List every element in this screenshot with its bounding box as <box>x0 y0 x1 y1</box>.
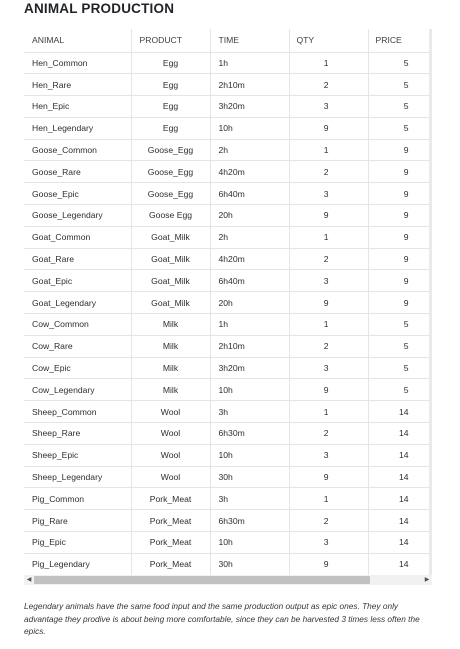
cell-animal: Pig_Epic <box>24 532 131 554</box>
cell-qty: 2 <box>289 423 368 445</box>
cell-price: 5 <box>368 335 432 357</box>
table-row <box>24 466 432 488</box>
table-row <box>24 52 432 74</box>
table-row <box>24 488 432 510</box>
table-row <box>24 357 432 379</box>
cell-animal: Goat_Rare <box>24 248 131 270</box>
table-row <box>24 74 432 96</box>
cell-animal: Goose_Epic <box>24 183 131 205</box>
cell-animal: Goose_Legendary <box>24 205 131 227</box>
cell-animal: Cow_Common <box>24 314 131 336</box>
cell-animal: Cow_Legendary <box>24 379 131 401</box>
cell-price: 9 <box>368 161 432 183</box>
cell-qty: 2 <box>289 335 368 357</box>
cell-price: 14 <box>368 488 432 510</box>
cell-price: 9 <box>368 183 432 205</box>
cell-product: Goat_Milk <box>131 292 210 314</box>
cell-time: 3h <box>210 401 289 423</box>
cell-time: 3h20m <box>210 357 289 379</box>
table-row <box>24 444 432 466</box>
table-row <box>24 226 432 248</box>
table-body <box>24 52 432 575</box>
cell-animal: Sheep_Epic <box>24 444 131 466</box>
table-row <box>24 335 432 357</box>
cell-animal: Hen_Legendary <box>24 117 131 139</box>
cell-product: Pork_Meat <box>131 488 210 510</box>
cell-qty: 1 <box>289 314 368 336</box>
cell-product: Goat_Milk <box>131 226 210 248</box>
cell-qty: 3 <box>289 96 368 118</box>
cell-price: 14 <box>368 466 432 488</box>
cell-time: 10h <box>210 379 289 401</box>
table-row <box>24 270 432 292</box>
cell-product: Goose_Egg <box>131 139 210 161</box>
cell-product: Milk <box>131 357 210 379</box>
cell-price: 5 <box>368 117 432 139</box>
cell-qty: 2 <box>289 248 368 270</box>
cell-product: Goat_Milk <box>131 248 210 270</box>
cell-product: Goose_Egg <box>131 161 210 183</box>
cell-time: 1h <box>210 314 289 336</box>
cell-animal: Goat_Common <box>24 226 131 248</box>
table-row <box>24 553 432 575</box>
cell-time: 6h40m <box>210 183 289 205</box>
cell-qty: 9 <box>289 117 368 139</box>
cell-time: 4h20m <box>210 248 289 270</box>
cell-price: 5 <box>368 52 432 74</box>
cell-time: 20h <box>210 292 289 314</box>
cell-qty: 3 <box>289 183 368 205</box>
cell-qty: 2 <box>289 74 368 96</box>
cell-qty: 2 <box>289 161 368 183</box>
cell-time: 30h <box>210 466 289 488</box>
cell-time: 20h <box>210 205 289 227</box>
animal-production-table <box>24 29 432 575</box>
cell-qty: 1 <box>289 52 368 74</box>
cell-price: 14 <box>368 532 432 554</box>
cell-product: Egg <box>131 52 210 74</box>
header-product: PRODUCT <box>131 29 210 52</box>
table-row <box>24 161 432 183</box>
cell-product: Milk <box>131 335 210 357</box>
horizontal-scrollbar[interactable] <box>24 575 432 585</box>
cell-price: 14 <box>368 401 432 423</box>
cell-animal: Pig_Common <box>24 488 131 510</box>
cell-time: 4h20m <box>210 161 289 183</box>
cell-price: 9 <box>368 139 432 161</box>
cell-animal: Pig_Legendary <box>24 553 131 575</box>
cell-product: Wool <box>131 401 210 423</box>
cell-product: Milk <box>131 314 210 336</box>
header-price: PRICE <box>368 29 432 52</box>
cell-time: 3h20m <box>210 96 289 118</box>
cell-qty: 9 <box>289 292 368 314</box>
cell-qty: 2 <box>289 510 368 532</box>
cell-qty: 1 <box>289 401 368 423</box>
cell-product: Wool <box>131 466 210 488</box>
cell-animal: Cow_Epic <box>24 357 131 379</box>
cell-time: 6h30m <box>210 510 289 532</box>
cell-time: 6h30m <box>210 423 289 445</box>
cell-time: 10h <box>210 117 289 139</box>
table-row <box>24 117 432 139</box>
table-row <box>24 183 432 205</box>
cell-animal: Goat_Epic <box>24 270 131 292</box>
page-title: ANIMAL PRODUCTION <box>24 1 175 16</box>
cell-product: Pork_Meat <box>131 532 210 554</box>
cell-qty: 9 <box>289 553 368 575</box>
cell-price: 5 <box>368 74 432 96</box>
cell-time: 10h <box>210 444 289 466</box>
table-row <box>24 314 432 336</box>
cell-animal: Hen_Common <box>24 52 131 74</box>
cell-price: 9 <box>368 270 432 292</box>
cell-qty: 3 <box>289 532 368 554</box>
cell-animal: Hen_Epic <box>24 96 131 118</box>
cell-qty: 1 <box>289 139 368 161</box>
scrollbar-thumb[interactable] <box>34 576 370 584</box>
header-animal: ANIMAL <box>24 29 131 52</box>
scroll-right-arrow-icon[interactable]: ▶ <box>424 577 430 583</box>
cell-time: 6h40m <box>210 270 289 292</box>
cell-price: 14 <box>368 444 432 466</box>
cell-product: Egg <box>131 96 210 118</box>
cell-time: 2h10m <box>210 335 289 357</box>
cell-product: Pork_Meat <box>131 553 210 575</box>
cell-time: 2h <box>210 139 289 161</box>
table-row <box>24 248 432 270</box>
table-scroll-area[interactable] <box>24 29 432 575</box>
cell-qty: 1 <box>289 226 368 248</box>
cell-animal: Sheep_Rare <box>24 423 131 445</box>
cell-time: 30h <box>210 553 289 575</box>
cell-animal: Hen_Rare <box>24 74 131 96</box>
cell-price: 9 <box>368 292 432 314</box>
cell-animal: Goose_Rare <box>24 161 131 183</box>
cell-price: 9 <box>368 205 432 227</box>
cell-animal: Goose_Common <box>24 139 131 161</box>
cell-animal: Pig_Rare <box>24 510 131 532</box>
cell-price: 14 <box>368 553 432 575</box>
header-qty: QTY <box>289 29 368 52</box>
cell-product: Goose Egg <box>131 205 210 227</box>
cell-price: 5 <box>368 379 432 401</box>
cell-time: 2h10m <box>210 74 289 96</box>
cell-price: 5 <box>368 357 432 379</box>
table-row <box>24 401 432 423</box>
cell-time: 1h <box>210 52 289 74</box>
table-row <box>24 205 432 227</box>
cell-product: Wool <box>131 444 210 466</box>
table-row <box>24 423 432 445</box>
table-row <box>24 292 432 314</box>
cell-price: 9 <box>368 226 432 248</box>
table-row <box>24 379 432 401</box>
cell-price: 9 <box>368 248 432 270</box>
cell-time: 10h <box>210 532 289 554</box>
cell-qty: 9 <box>289 379 368 401</box>
table-right-border <box>429 29 432 575</box>
cell-price: 5 <box>368 314 432 336</box>
scroll-left-arrow-icon[interactable]: ◀ <box>26 577 32 583</box>
table-row <box>24 139 432 161</box>
cell-qty: 9 <box>289 205 368 227</box>
footnote: Legendary animals have the same food input and the same production output as epic ones. They only advantage they prodive is about being more comfortable, since they can be harvested 3 times less often the epics. <box>24 601 420 636</box>
cell-animal: Cow_Rare <box>24 335 131 357</box>
cell-price: 14 <box>368 423 432 445</box>
table-header-row <box>24 29 432 52</box>
table-row <box>24 96 432 118</box>
cell-product: Milk <box>131 379 210 401</box>
cell-price: 5 <box>368 96 432 118</box>
table-row <box>24 510 432 532</box>
cell-product: Egg <box>131 74 210 96</box>
cell-product: Goat_Milk <box>131 270 210 292</box>
cell-qty: 1 <box>289 488 368 510</box>
cell-time: 3h <box>210 488 289 510</box>
header-time: TIME <box>210 29 289 52</box>
cell-animal: Sheep_Common <box>24 401 131 423</box>
cell-qty: 3 <box>289 444 368 466</box>
cell-qty: 9 <box>289 466 368 488</box>
cell-time: 2h <box>210 226 289 248</box>
table-row <box>24 532 432 554</box>
cell-qty: 3 <box>289 270 368 292</box>
cell-price: 14 <box>368 510 432 532</box>
cell-product: Pork_Meat <box>131 510 210 532</box>
cell-animal: Sheep_Legendary <box>24 466 131 488</box>
cell-animal: Goat_Legendary <box>24 292 131 314</box>
cell-product: Egg <box>131 117 210 139</box>
cell-product: Goose_Egg <box>131 183 210 205</box>
cell-qty: 3 <box>289 357 368 379</box>
cell-product: Wool <box>131 423 210 445</box>
